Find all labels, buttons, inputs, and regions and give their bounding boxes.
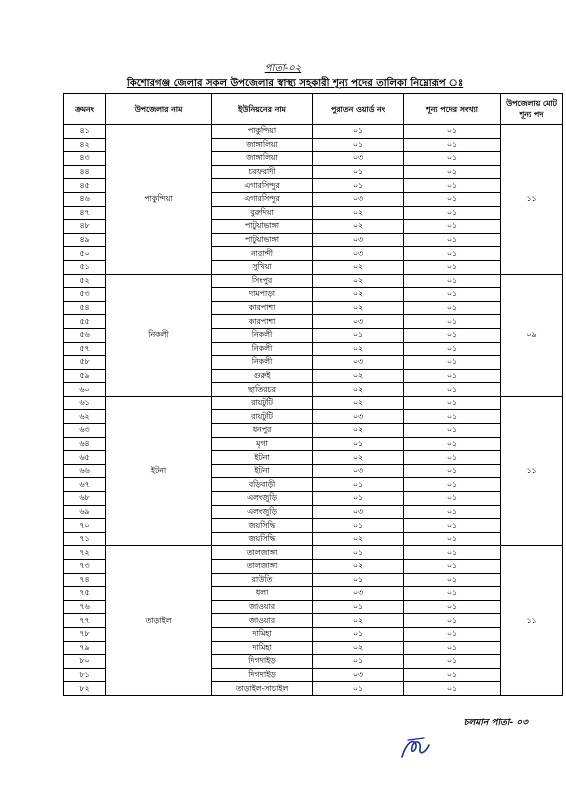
- ward-cell: ০২: [313, 560, 404, 574]
- union-cell: কারপাশা: [212, 301, 313, 315]
- ward-cell: ০১: [313, 328, 404, 342]
- header-union: ইউনিয়নের নাম: [212, 94, 313, 125]
- table-row: [64, 396, 563, 410]
- serial-cell: ৫৭: [64, 342, 106, 356]
- ward-cell: ০২: [313, 342, 404, 356]
- ward-cell: ০১: [313, 546, 404, 560]
- serial-cell: ৫৬: [64, 328, 106, 342]
- vacant-cell: ০১: [404, 138, 501, 152]
- ward-cell: ০৩: [313, 192, 404, 206]
- union-cell: রায়টুটি: [212, 396, 313, 410]
- serial-cell: ৭১: [64, 532, 106, 546]
- union-cell: নিকলী: [212, 356, 313, 370]
- header-ward: পুরাতন ওয়ার্ড নং: [313, 94, 404, 125]
- vacant-cell: ০১: [404, 546, 501, 560]
- vacancy-table: [63, 93, 563, 696]
- vacant-cell: ০১: [404, 328, 501, 342]
- ward-cell: ০২: [313, 220, 404, 234]
- serial-cell: ৭৮: [64, 627, 106, 641]
- ward-cell: ০১: [313, 179, 404, 193]
- ward-cell: ০৩: [313, 464, 404, 478]
- serial-cell: ৭৩: [64, 560, 106, 574]
- serial-cell: ৬৯: [64, 505, 106, 519]
- upazila-total-cell: ১১: [501, 546, 563, 696]
- ward-cell: ০১: [313, 655, 404, 669]
- serial-cell: ৪২: [64, 138, 106, 152]
- serial-cell: ৫৪: [64, 301, 106, 315]
- vacant-cell: ০১: [404, 301, 501, 315]
- serial-cell: ৪৬: [64, 192, 106, 206]
- ward-cell: ০২: [313, 274, 404, 288]
- vacant-cell: ০১: [404, 573, 501, 587]
- serial-cell: ৮০: [64, 655, 106, 669]
- ward-cell: ০২: [313, 206, 404, 220]
- serial-cell: ৫৫: [64, 315, 106, 329]
- union-cell: এলংজুড়ি: [212, 492, 313, 506]
- vacant-cell: ০১: [404, 192, 501, 206]
- serial-cell: ৬৮: [64, 492, 106, 506]
- ward-cell: ০১: [313, 478, 404, 492]
- vacant-cell: ০১: [404, 410, 501, 424]
- vacant-cell: ০১: [404, 125, 501, 139]
- continuation-note: চলমান পাতা- ০৩: [463, 718, 528, 728]
- vacant-cell: ০১: [404, 369, 501, 383]
- union-cell: জয়সিদ্ধি: [212, 519, 313, 533]
- serial-cell: ৪১: [64, 125, 106, 139]
- serial-cell: ৫৮: [64, 356, 106, 370]
- ward-cell: ০২: [313, 260, 404, 274]
- vacant-cell: ০১: [404, 437, 501, 451]
- serial-cell: ৬১: [64, 396, 106, 410]
- upazila-total-cell: ১১: [501, 396, 563, 546]
- vacant-cell: ০১: [404, 492, 501, 506]
- vacant-cell: ০১: [404, 342, 501, 356]
- ward-cell: ০২: [313, 301, 404, 315]
- union-cell: দিগদাইড়: [212, 655, 313, 669]
- vacant-cell: ০১: [404, 220, 501, 234]
- vacant-cell: ০১: [404, 315, 501, 329]
- serial-cell: ৭৯: [64, 641, 106, 655]
- union-cell: পাকুন্দিয়া: [212, 125, 313, 139]
- ward-cell: ০১: [313, 600, 404, 614]
- ward-cell: ০১: [313, 492, 404, 506]
- union-cell: ছাতিরচর: [212, 383, 313, 397]
- vacant-cell: ০১: [404, 396, 501, 410]
- ward-cell: ০২: [313, 641, 404, 655]
- upazila-total-cell: ১১: [501, 125, 563, 275]
- union-cell: ইটনা: [212, 451, 313, 465]
- union-cell: তালজাঙ্গা: [212, 546, 313, 560]
- serial-cell: ৫১: [64, 260, 106, 274]
- ward-cell: ০১: [313, 125, 404, 139]
- union-cell: দামপাড়া: [212, 288, 313, 302]
- union-cell: জাঙ্গালিয়া: [212, 152, 313, 166]
- serial-cell: ৬৬: [64, 464, 106, 478]
- header-upazila: উপজেলার নাম: [106, 94, 212, 125]
- union-cell: জয়সিদ্ধি: [212, 532, 313, 546]
- serial-cell: ৭৬: [64, 600, 106, 614]
- union-cell: নিকলী: [212, 342, 313, 356]
- vacant-cell: ০১: [404, 560, 501, 574]
- ward-cell: ০২: [313, 396, 404, 410]
- ward-cell: ০৩: [313, 247, 404, 261]
- vacant-cell: ০১: [404, 655, 501, 669]
- serial-cell: ৬০: [64, 383, 106, 397]
- serial-cell: ৮২: [64, 682, 106, 696]
- ward-cell: ০৩: [313, 410, 404, 424]
- document-title: কিশোরগঞ্জ জেলার সকল উপজেলার স্বাস্থ্য সহকারী শূন্য পদের তালিকা নিম্নোরূপ ঃ: [126, 78, 464, 89]
- union-cell: নিকলী: [212, 328, 313, 342]
- header-vacant: শূন্য পদের সংখ্যা: [404, 94, 501, 125]
- union-cell: তাড়াইল-সাচাইল: [212, 682, 313, 696]
- ward-cell: ০৩: [313, 668, 404, 682]
- union-cell: বুরুদিয়া: [212, 206, 313, 220]
- ward-cell: ০১: [313, 165, 404, 179]
- header-total: উপজেলায় মোট শূন্য পদ: [501, 94, 563, 125]
- ward-cell: ০৩: [313, 315, 404, 329]
- serial-cell: ৬৫: [64, 451, 106, 465]
- upazila-cell: তাড়াইল: [106, 546, 212, 696]
- upazila-cell: ইটনা: [106, 396, 212, 546]
- union-cell: তালজাঙ্গা: [212, 560, 313, 574]
- vacant-cell: ০১: [404, 152, 501, 166]
- serial-cell: ৭৫: [64, 587, 106, 601]
- union-cell: রায়টুটি: [212, 410, 313, 424]
- vacant-cell: ০১: [404, 383, 501, 397]
- union-cell: পাটুয়াভাঙ্গা: [212, 233, 313, 247]
- ward-cell: ০১: [313, 682, 404, 696]
- vacant-cell: ০১: [404, 627, 501, 641]
- union-cell: দিগদাইড়: [212, 668, 313, 682]
- serial-cell: ৬৩: [64, 424, 106, 438]
- ward-cell: ০২: [313, 288, 404, 302]
- signature-icon: [396, 733, 436, 763]
- ward-cell: ০১: [313, 573, 404, 587]
- upazila-cell: পাকুন্দিয়া: [106, 125, 212, 275]
- serial-cell: ৭৪: [64, 573, 106, 587]
- vacant-cell: ০১: [404, 356, 501, 370]
- vacant-cell: ০১: [404, 614, 501, 628]
- ward-cell: ০১: [313, 627, 404, 641]
- upazila-total-cell: ০৯: [501, 274, 563, 396]
- ward-cell: ০৩: [313, 587, 404, 601]
- ward-cell: ০৩: [313, 505, 404, 519]
- header-serial: ক্রমনং: [64, 94, 106, 125]
- ward-cell: ০৩: [313, 356, 404, 370]
- serial-cell: ৭০: [64, 519, 106, 533]
- vacant-cell: ০১: [404, 451, 501, 465]
- serial-cell: ৭২: [64, 546, 106, 560]
- page-number: পাতা-০২: [264, 63, 302, 74]
- serial-cell: ৪৮: [64, 220, 106, 234]
- vacant-cell: ০১: [404, 682, 501, 696]
- serial-cell: ৫৯: [64, 369, 106, 383]
- union-cell: এগারসিন্দুর: [212, 192, 313, 206]
- ward-cell: ০৩: [313, 152, 404, 166]
- union-cell: পাটুয়াভাঙ্গা: [212, 220, 313, 234]
- table-row: [64, 546, 563, 560]
- ward-cell: ০২: [313, 424, 404, 438]
- vacant-cell: ০১: [404, 587, 501, 601]
- ward-cell: ০১: [313, 519, 404, 533]
- table-body: [64, 125, 563, 696]
- union-cell: রাউতি: [212, 573, 313, 587]
- union-cell: ইটনা: [212, 464, 313, 478]
- union-cell: এলংজুড়ি: [212, 505, 313, 519]
- union-cell: ধনপুর: [212, 424, 313, 438]
- upazila-cell: নিকলী: [106, 274, 212, 396]
- table-row: [64, 274, 563, 288]
- vacant-cell: ০১: [404, 519, 501, 533]
- vacant-cell: ০১: [404, 505, 501, 519]
- union-cell: ধলা: [212, 587, 313, 601]
- vacant-cell: ০১: [404, 247, 501, 261]
- vacant-cell: ০১: [404, 532, 501, 546]
- vacant-cell: ০১: [404, 260, 501, 274]
- vacant-cell: ০১: [404, 600, 501, 614]
- union-cell: সুখিয়া: [212, 260, 313, 274]
- union-cell: বড়িবাড়ী: [212, 478, 313, 492]
- vacant-cell: ০১: [404, 274, 501, 288]
- union-cell: কারপাশা: [212, 315, 313, 329]
- union-cell: চরফরাদী: [212, 165, 313, 179]
- union-cell: এগারসিন্দুর: [212, 179, 313, 193]
- union-cell: জাওয়ার: [212, 600, 313, 614]
- union-cell: জাঙ্গালিয়া: [212, 138, 313, 152]
- vacant-cell: ০১: [404, 641, 501, 655]
- serial-cell: ৬৭: [64, 478, 106, 492]
- serial-cell: ৫০: [64, 247, 106, 261]
- table-header-row: [64, 94, 563, 125]
- union-cell: দামিহা: [212, 627, 313, 641]
- ward-cell: ০৩: [313, 233, 404, 247]
- serial-cell: ৫৩: [64, 288, 106, 302]
- union-cell: গুরুই: [212, 369, 313, 383]
- serial-cell: ৬২: [64, 410, 106, 424]
- serial-cell: ৮১: [64, 668, 106, 682]
- serial-cell: ৪৪: [64, 165, 106, 179]
- ward-cell: ০২: [313, 614, 404, 628]
- union-cell: নারান্দী: [212, 247, 313, 261]
- union-cell: দামিহা: [212, 641, 313, 655]
- ward-cell: ০২: [313, 369, 404, 383]
- vacant-cell: ০১: [404, 288, 501, 302]
- serial-cell: ৪৫: [64, 179, 106, 193]
- vacant-cell: ০১: [404, 668, 501, 682]
- ward-cell: ০২: [313, 532, 404, 546]
- vacant-cell: ০১: [404, 165, 501, 179]
- ward-cell: ০২: [313, 451, 404, 465]
- serial-cell: ৬৪: [64, 437, 106, 451]
- ward-cell: ০১: [313, 437, 404, 451]
- vacant-cell: ০১: [404, 206, 501, 220]
- serial-cell: ৪৯: [64, 233, 106, 247]
- union-cell: জাওয়ার: [212, 614, 313, 628]
- vacant-cell: ০১: [404, 478, 501, 492]
- serial-cell: ৭৭: [64, 614, 106, 628]
- table-row: [64, 125, 563, 139]
- union-cell: মৃগা: [212, 437, 313, 451]
- vacant-cell: ০১: [404, 233, 501, 247]
- union-cell: সিংপুর: [212, 274, 313, 288]
- ward-cell: ০১: [313, 138, 404, 152]
- ward-cell: ০২: [313, 383, 404, 397]
- serial-cell: ৪৩: [64, 152, 106, 166]
- vacant-cell: ০১: [404, 179, 501, 193]
- vacant-cell: ০১: [404, 424, 501, 438]
- serial-cell: ৫২: [64, 274, 106, 288]
- vacant-cell: ০১: [404, 464, 501, 478]
- serial-cell: ৪৭: [64, 206, 106, 220]
